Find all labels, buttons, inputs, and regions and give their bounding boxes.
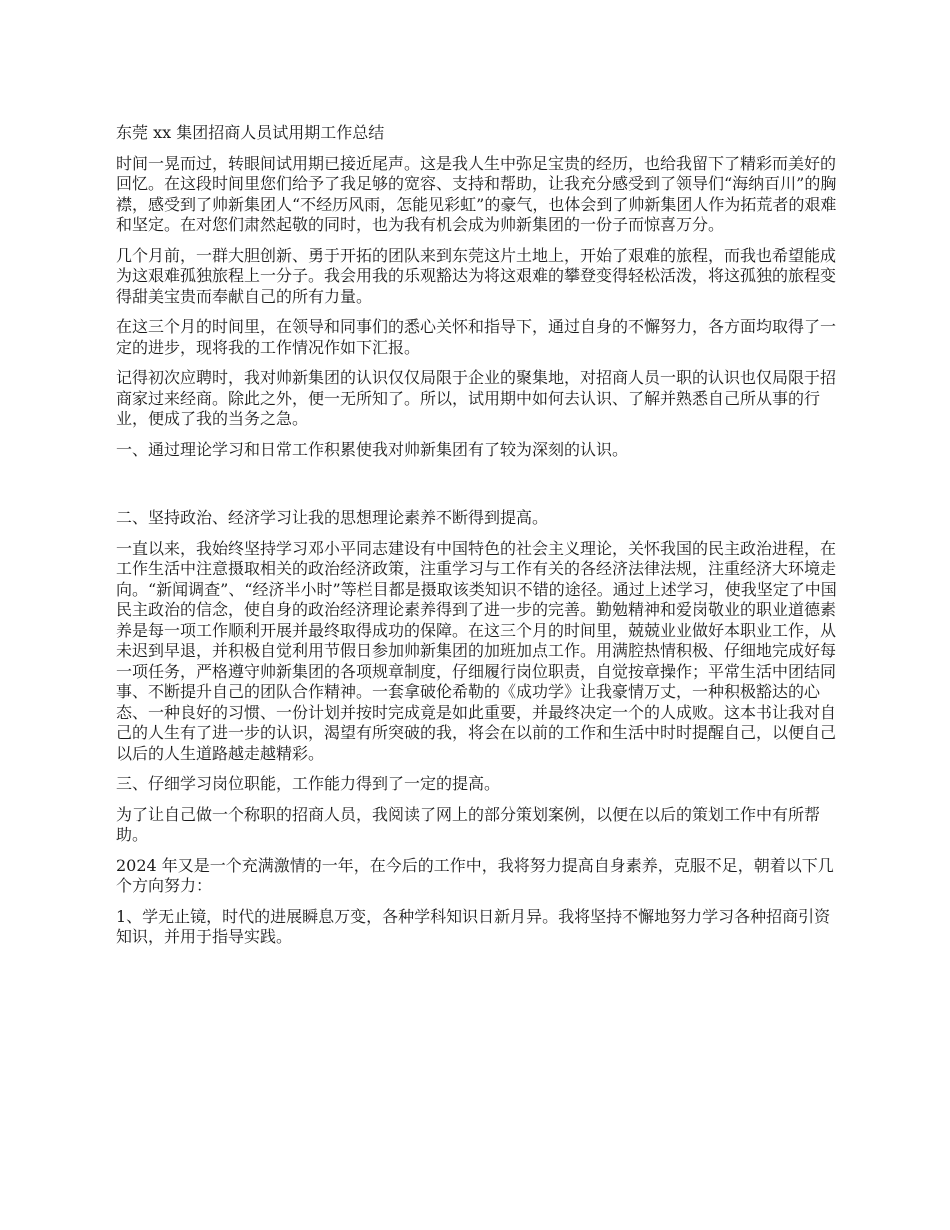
section-heading-3: 三、仔细学习岗位职能，工作能力得到了一定的提高。	[116, 774, 501, 793]
paragraph-7: 2024 年又是一个充满激情的一年，在今后的工作中，我将努力提高自身素养，克服不足，朝着以下几个方向努力：	[116, 855, 834, 895]
section-heading-2: 二、坚持政治、经济学习让我的思想理论素养不断得到提高。	[116, 508, 549, 527]
paragraph-3: 在这三个月的时间里，在领导和同事们的悉心关怀和指导下，通过自身的不懈努力，各方面均取得了一定的进步，现将我的工作情况作如下汇报。	[116, 317, 837, 357]
paragraph-4: 记得初次应聘时，我对帅新集团的认识仅仅局限于企业的聚集地，对招商人员一职的认识也仅局限于招商家过来经商。除此之外，便一无所知了。所以，试用期中如何去认识、了解并熟悉自己所从事的行业，便成了我的当务之急。	[116, 368, 837, 428]
paragraph-1: 时间一晃而过，转眼间试用期已接近尾声。这是我人生中弥足宝贵的经历，也给我留下了精彩而美好的回忆。在这段时间里您们给予了我足够的宽容、支持和帮助，让我充分感受到了领导们“海纳百川”的胸襟，感受到了帅新集团人“不经历风雨，怎能见彩虹”的豪气，也体会到了帅新集团人作为拓荒者的艰难和坚定。在对您们肃然起敬的同时，也为我有机会成为帅新集团的一份子而惊喜万分。	[116, 153, 837, 234]
paragraph-8: 1、学无止镜，时代的进展瞬息万变，各种学科知识日新月异。我将坚持不懈地努力学习各种招商引资知识，并用于指导实践。	[116, 906, 831, 946]
paragraph-2: 几个月前，一群大胆创新、勇于开拓的团队来到东莞这片土地上，开始了艰难的旅程，而我也希望能成为这艰难孤独旅程上一分子。我会用我的乐观豁达为将这艰难的攀登变得轻松活泼，将这孤独的旅程变得甜美宝贵而奉献自己的所有力量。	[116, 245, 837, 306]
paragraph-6: 为了让自己做一个称职的招商人员，我阅读了网上的部分策划案例，以便在以后的策划工作中有所帮助。	[116, 804, 821, 844]
paragraph-5: 一直以来，我始终坚持学习邓小平同志建设有中国特色的社会主义理论，关怀我国的民主政治进程，在工作生活中注意摄取相关的政治经济政策，注重学习与工作有关的各经济法律法规，注重经济大环境走向。“新闻调查”、“经济半小时”等栏目都是摄取该类知识不错的途径。通过上述学习，使我坚定了中国民主政治的信念，使自身的政治经济理论素养得到了进一步的完善。勤勉精神和爱岗敬业的职业道德素养是每一项工作顺利开展并最终取得成功的保障。在这三个月的时间里，兢兢业业做好本职业工作，从未迟到早退，并积极自觉利用节假日参加帅新集团的加班加点工作。用满腔热情积极、仔细地完成好每一项任务，严格遵守帅新集团的各项规章制度，仔细履行岗位职责，自觉按章操作；平常生活中团结同事、不断提升自己的团队合作精神。一套拿破伦希勒的《成功学》让我豪情万丈，一种积极豁达的心态、一种良好的习惯、一份计划并按时完成竟是如此重要，并最终决定一个的人成败。这本书让我对自己的人生有了进一步的认识，渴望有所突破的我，将会在以前的工作和生活中时时提醒自己，以便自己以后的人生道路越走越精彩。	[116, 538, 837, 763]
document-page	[116, 123, 846, 958]
document-title: 东莞 xx 集团招商人员试用期工作总结	[116, 123, 385, 142]
section-heading-1: 一、通过理论学习和日常工作积累使我对帅新集团有了较为深刻的认识。	[116, 439, 629, 459]
section-gap	[116, 470, 846, 508]
